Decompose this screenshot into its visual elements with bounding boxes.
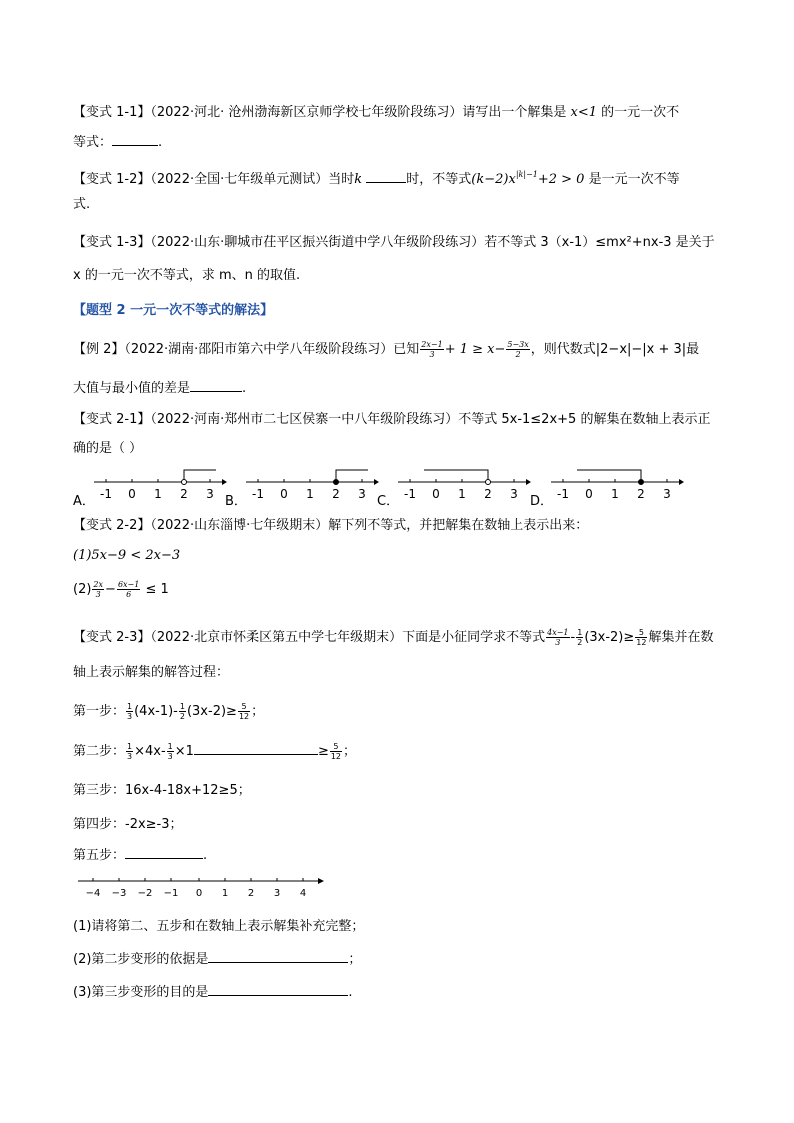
s2-frac3: $\frac{5}{12}$ — [330, 742, 342, 761]
v23-frac2: $\frac{1}{2}$ — [577, 628, 583, 647]
v22-q2: (2) $\frac{2x}{3}$ − $\frac{6x-1}{6}$ ≤ 1 — [73, 580, 169, 599]
option-d-letter[interactable]: D． — [530, 494, 554, 509]
v23-text-a: 下面是小征同学求不等式 — [402, 630, 546, 645]
s2-frac2: $\frac{1}{3}$ — [167, 742, 173, 761]
v12-expr: (k−2)x — [471, 172, 516, 187]
tick-label: 2 — [180, 487, 188, 501]
v21-label: 【变式 2-1】 — [73, 412, 151, 427]
v12-line2 — [73, 196, 90, 214]
v23-step5: 第五步： . — [73, 848, 208, 863]
s1-frac2: $\frac{1}{2}$ — [179, 702, 185, 721]
arrow-icon — [374, 479, 379, 485]
open-dot — [486, 480, 491, 485]
q3-blank[interactable] — [208, 983, 348, 996]
tick-label: 1 — [611, 487, 619, 501]
tick-label: 1 — [306, 487, 314, 501]
tick-label: 1 — [221, 888, 229, 899]
v23-step2: 第二步： $\frac{1}{3}$ ×4x- $\frac{1}{3}$ ×1 ≥ $\frac{5}{12}$ ； — [73, 742, 357, 761]
v23-q1: (1)请将第二、五步和在数轴上表示解集补充完整； — [73, 919, 365, 934]
v12-label: 【变式 1-2】 — [73, 172, 151, 187]
tick-label: −1 — [163, 888, 179, 899]
v12-expr2: +2 > 0 — [537, 172, 585, 187]
tick-label: 0 — [585, 487, 593, 501]
tick-label: 3 — [358, 487, 366, 501]
tick-label: −2 — [137, 888, 153, 899]
v22-text-a: 解下列不等式，并把解集在数轴上表示出来： — [328, 518, 589, 533]
option-b-number-line — [244, 466, 379, 506]
v11-math: x<1 — [570, 105, 598, 120]
v12-text-c: 是一元一次不等 — [588, 172, 680, 187]
option-a-number-line — [92, 466, 227, 506]
v21-line1 — [73, 411, 710, 429]
v22-line1 — [73, 517, 588, 535]
ex2-mid: + 1 ≥ x− — [444, 342, 506, 357]
s1-frac1: $\frac{1}{3}$ — [127, 702, 133, 721]
v13-text-b: x 的一元一次不等式，求 m、n 的取值. — [73, 268, 301, 283]
v23-frac1: $\frac{4x-1}{3}$ — [547, 628, 569, 647]
v23-line2: 轴上表示解集的解答过程： — [73, 665, 230, 680]
arrow-icon — [318, 878, 324, 884]
s1-frac3: $\frac{5}{12}$ — [238, 702, 250, 721]
v11-end: . — [158, 135, 163, 150]
ex2-source: （2022·湖南·邵阳市第六中学八年级阶段练习） — [124, 342, 394, 357]
tick-label: 0 — [128, 487, 136, 501]
v22-q2-frac1: $\frac{2x}{3}$ — [93, 580, 104, 599]
v11-label: 【变式 1-1】 — [73, 105, 151, 120]
v23-step4: 第四步：-2x≥-3； — [73, 817, 183, 832]
v21-line2 — [73, 440, 142, 458]
tick-label: -1 — [100, 487, 112, 501]
arrow-icon — [526, 479, 531, 485]
v12-line1 — [73, 166, 680, 189]
ex2-end: . — [242, 381, 247, 396]
tick-label: 4 — [299, 888, 307, 899]
tick-label: 2 — [247, 888, 255, 899]
tick-label: 3 — [510, 487, 518, 501]
q2-blank[interactable] — [208, 950, 348, 963]
v23-q2: (2)第二步变形的依据是 ； — [73, 952, 362, 967]
v12-text-d: 式. — [73, 197, 91, 212]
v12-text-b: 时，不等式 — [406, 172, 472, 187]
v23-step1: 第一步： $\frac{1}{3}$ (4x-1)- $\frac{1}{2}$ (3x-2)≥ $\frac{5}{12}$ ； — [73, 702, 265, 721]
v11-line1 — [73, 104, 679, 122]
v23-number-line[interactable] — [76, 872, 326, 900]
tick-label: 3 — [663, 487, 671, 501]
tick-label: 3 — [273, 888, 281, 899]
v12-source: （2022·全国·七年级单元测试） — [150, 172, 329, 187]
solution-ray — [424, 470, 488, 479]
v13-line1 — [73, 234, 715, 252]
v23-frac3: $\frac{5}{12}$ — [636, 628, 647, 647]
tick-label: 0 — [195, 888, 203, 899]
ex2-frac1: $\frac{2x-1}{3}$ — [421, 340, 443, 359]
v13-label: 【变式 1-3】 — [73, 235, 151, 250]
v11-text-c: 等式： — [73, 135, 113, 150]
option-c-letter[interactable]: C． — [377, 494, 400, 509]
v22-q2-frac2: $\frac{6x-1}{6}$ — [117, 580, 140, 599]
v11-line2 — [73, 133, 162, 152]
v12-text-a: 当时 — [328, 172, 355, 187]
v11-text-a: 请写出一个解集是 — [462, 105, 567, 120]
ex2-line1 — [73, 340, 699, 359]
tick-label: 2 — [484, 487, 492, 501]
v12-k: k — [354, 172, 363, 187]
tick-label: 2 — [332, 487, 340, 501]
tick-label: -1 — [404, 487, 416, 501]
option-a-letter[interactable]: A． — [73, 494, 95, 509]
step5-blank[interactable] — [125, 846, 203, 859]
solution-ray — [336, 470, 368, 479]
tick-label: 0 — [280, 487, 288, 501]
tick-label: 1 — [458, 487, 466, 501]
solution-ray — [184, 470, 216, 479]
v12-answer-blank[interactable] — [366, 170, 406, 183]
option-d-number-line — [549, 466, 684, 506]
v21-text-b: 确的是（ ） — [73, 441, 143, 456]
tick-label: −3 — [111, 888, 127, 899]
ex2-text-c: 大值与最小值的差是 — [73, 381, 191, 396]
ex2-text-b: ，则代数式|2−x|−|x + 3|最 — [530, 342, 700, 357]
v22-source: （2022·山东淄博·七年级期末） — [150, 518, 329, 533]
v22-q1: (1)5x−9 < 2x−3 — [73, 548, 181, 563]
v11-text-b: 的一元一次不 — [601, 105, 680, 120]
v13-line2 — [73, 267, 300, 285]
v13-text-a: 若不等式 3（x-1）≤mx²+nx-3 是关于 — [484, 235, 715, 250]
solution-ray — [577, 470, 641, 479]
v23-line1: 【变式 2-3】（2022·北京市怀柔区第五中学七年级期末）下面是小征同学求不等式 $\frac{4x-1}{3}$ - $\frac{1}{2}$ (3x-2)≥ $\frac{5}{12}$ 解集并在数 — [73, 628, 714, 647]
option-b-letter[interactable]: B． — [225, 494, 247, 509]
tick-label: -1 — [252, 487, 264, 501]
arrow-icon — [679, 479, 684, 485]
ex2-text-a: 已知 — [393, 342, 420, 357]
v23-step3: 第三步：16x-4-18x+12≥5； — [73, 783, 251, 798]
option-c-number-line — [396, 466, 531, 506]
v12-exp: |k|−1 — [515, 170, 538, 179]
closed-dot — [639, 480, 644, 485]
tick-label: 3 — [206, 487, 214, 501]
tick-label: 1 — [154, 487, 162, 501]
tick-label: −4 — [85, 888, 101, 899]
ex2-label: 【例 2】 — [73, 342, 125, 357]
v23-text-b: 解集并在数 — [648, 630, 714, 645]
ex2-answer-blank[interactable] — [190, 379, 242, 392]
step2-blank[interactable] — [194, 742, 318, 755]
v21-text-a: 不等式 5x-1≤2x+5 的解集在数轴上表示正 — [458, 412, 711, 427]
closed-dot — [334, 480, 339, 485]
v22-label: 【变式 2-2】 — [73, 518, 151, 533]
v23-q3: (3)第三步变形的目的是 . — [73, 985, 353, 1000]
v23-label: 【变式 2-3】 — [73, 630, 151, 645]
tick-label: 2 — [637, 487, 645, 501]
ex2-frac2: $\frac{5-3x}{2}$ — [507, 340, 529, 359]
v11-answer-blank[interactable] — [112, 133, 158, 146]
tick-label: -1 — [557, 487, 569, 501]
topic2-heading: 【题型 2 一元一次不等式的解法】 — [73, 303, 274, 318]
v21-source: （2022·河南·郑州市二七区侯寨一中八年级阶段练习） — [150, 412, 459, 427]
arrow-icon — [222, 479, 227, 485]
s2-frac1: $\frac{1}{3}$ — [127, 742, 133, 761]
v13-source: （2022·山东·聊城市茌平区振兴街道中学八年级阶段练习） — [150, 235, 485, 250]
v11-source: （2022·河北· 沧州渤海新区京师学校七年级阶段练习） — [150, 105, 463, 120]
tick-label: 0 — [432, 487, 440, 501]
ex2-line2 — [73, 379, 246, 398]
open-dot — [182, 480, 187, 485]
v23-source: （2022·北京市怀柔区第五中学七年级期末） — [150, 630, 403, 645]
